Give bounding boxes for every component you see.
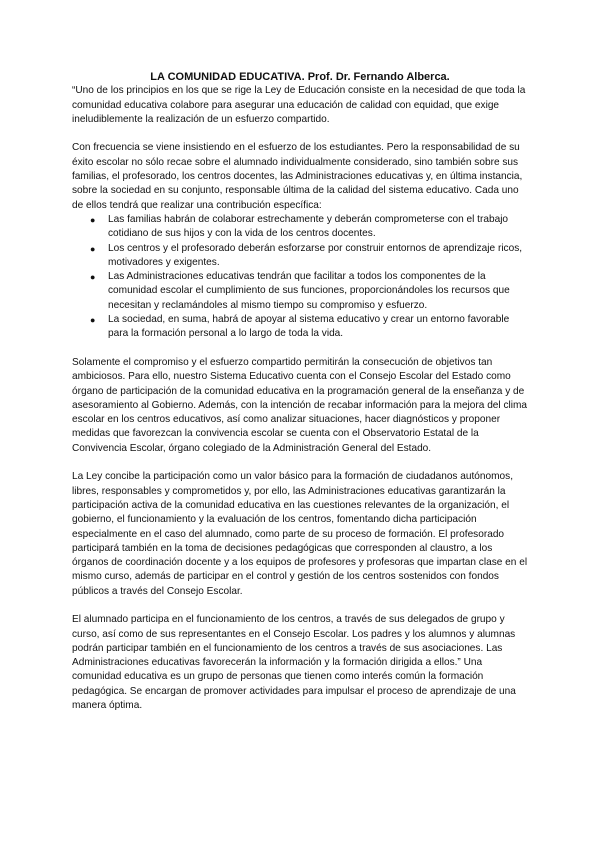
bullet-icon: ● bbox=[90, 315, 96, 326]
paragraph-effort: Con frecuencia se viene insistiendo en el esfuerzo de los estudiantes. Pero la responsabilidad de su éxito escolar no sólo recae sobre el alumnado individualmente considerado, sino también sobre sus familias, el profesorado, los centros docentes, las Administraciones educativas y, en última instancia, sobre la sociedad en su conjunto, responsable última de la calidad del sistema educativo. Cada uno de ellos tendrá que realizar una contribución específica: bbox=[72, 142, 523, 211]
document-page bbox=[72, 70, 528, 728]
list-item bbox=[90, 313, 528, 342]
list-item bbox=[90, 213, 528, 242]
bullet-icon: ● bbox=[90, 272, 96, 283]
bullet-icon: ● bbox=[90, 214, 96, 225]
paragraph-consejo-escolar: Solamente el compromiso y el esfuerzo compartido permitirán la consecución de objetivos tan ambiciosos. Para ello, nuestro Sistema Educativo cuenta con el Consejo Escolar del Estado como órgano de participación de la comunidad educativa en la programación general de la enseñanza y de asesoramiento al Gobierno. Además, con la intención de recabar información para la mejora del clima escolar en los centros educativos, así como analizar situaciones, hacer diagnósticos y proponer medidas que favorezcan la convivencia escolar se cuenta con el Observatorio Estatal de la Convivencia Escolar, órgano colegiado de la Administración General del Estado. bbox=[72, 356, 528, 454]
list-item-text: Las familias habrán de colaborar estrechamente y deberán comprometerse con el trabajo cotidiano de sus hijos y con la vida de los centros docentes. bbox=[108, 213, 509, 240]
list-item-text: Los centros y el profesorado deberán esforzarse por construir entornos de aprendizaje ricos, motivadores y exigentes. bbox=[108, 242, 523, 268]
paragraph-alumnado: El alumnado participa en el funcionamiento de los centros, a través de sus delegados de grupo y curso, así como de sus representantes en el Consejo Escolar. Los padres y los alumnos y alumnas podrán participar también en el funcionamiento de los centros a través de sus asociaciones. Las Administraciones educativas favorecerán la información y la formación dirigida a ellos.” Una comunidad educativa es un grupo de personas que tienen como interés común la formación pedagógica. Se encargan de promover actividades para impulsar el proceso de aprendizaje de una manera óptima. bbox=[72, 614, 516, 712]
list-item bbox=[90, 270, 528, 313]
document-title: LA COMUNIDAD EDUCATIVA. Prof. Dr. Fernando Alberca. bbox=[150, 71, 450, 83]
list-item bbox=[90, 242, 528, 271]
paragraph-participation: La Ley concibe la participación como un valor básico para la formación de ciudadanos autónomos, libres, responsables y comprometidos y, por ello, las Administraciones educativas garantizarán la participación activa de la comunidad educativa en las cuestiones relevantes de la organización, el gobierno, el funcionamiento y la evaluación de los centros, fomentando dicha participación especialmente en el caso del alumnado, como parte de su proceso de formación. El profesorado participará también en la toma de decisiones pedagógicas que corresponden al claustro, a los órganos de coordinación docente y a los equipos de profesores y profesoras que impartan clase en el mismo curso, además de participar en el control y gestión de los centros sostenidos con fondos públicos a través del Consejo Escolar. bbox=[72, 471, 528, 597]
contribution-list bbox=[72, 213, 528, 342]
list-item-text: La sociedad, en suma, habrá de apoyar al sistema educativo y crear un entorno favorable para la formación personal a lo largo de toda la vida. bbox=[108, 314, 510, 340]
bullet-icon: ● bbox=[90, 243, 96, 254]
intro-paragraph: “Uno de los principios en los que se rige la Ley de Educación consiste en la necesidad de que toda la comunidad educativa colabore para asegurar una educación de calidad con equidad, que exige ineludiblemente la realización de un esfuerzo compartido. bbox=[72, 85, 526, 125]
list-item-text: Las Administraciones educativas tendrán que facilitar a todos los componentes de la comunidad escolar el cumplimiento de sus funciones, proporcionándoles los recursos que necesitan y reclamándoles al mismo tiempo su compromiso y esfuerzo. bbox=[108, 271, 510, 311]
